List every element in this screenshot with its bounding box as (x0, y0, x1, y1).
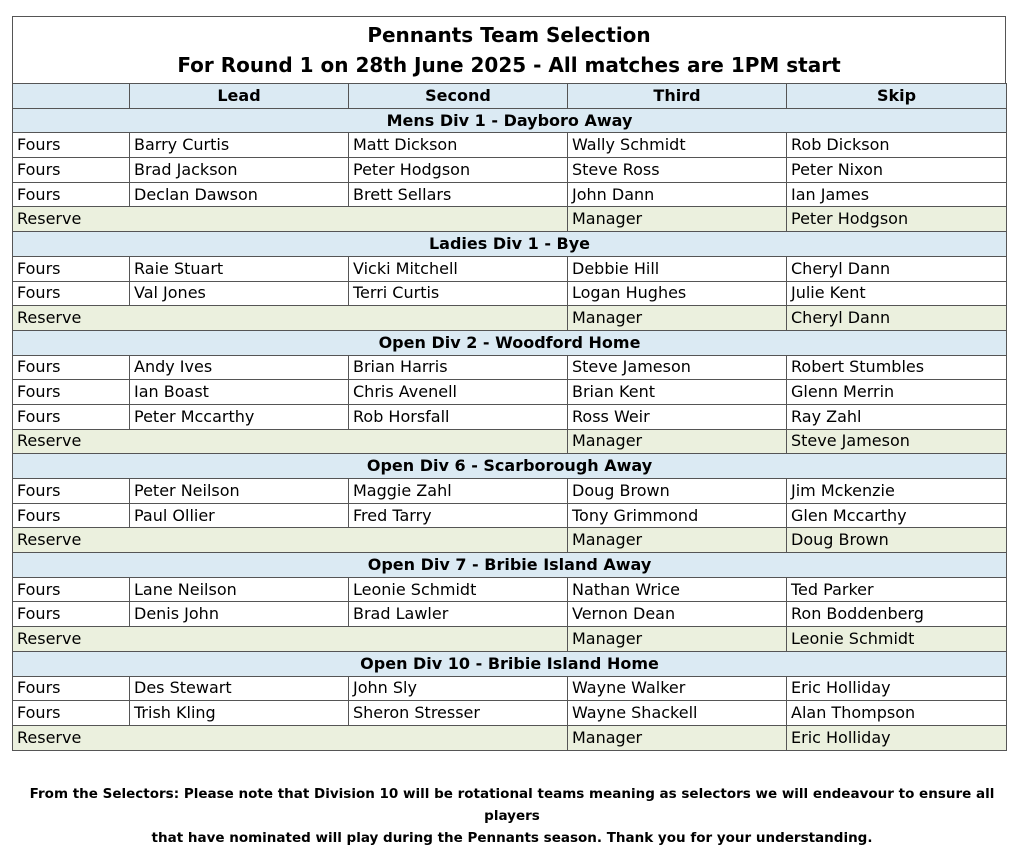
cell-second: Rob Horsfall (349, 404, 568, 429)
reserve-blank (130, 627, 568, 652)
cell-third: Brian Kent (568, 380, 787, 405)
cell-skip: Glen Mccarthy (787, 503, 1007, 528)
cell-skip: Robert Stumbles (787, 355, 1007, 380)
cell-lead: Trish Kling (130, 701, 349, 726)
table-row (13, 380, 1007, 405)
cell-skip: Ray Zahl (787, 404, 1007, 429)
cell-type: Fours (13, 676, 130, 701)
table-row (13, 676, 1007, 701)
cell-second: Brad Lawler (349, 602, 568, 627)
reserve-row (13, 528, 1007, 553)
table-body (13, 108, 1007, 750)
reserve-label: Reserve (13, 528, 130, 553)
manager-label: Manager (568, 207, 787, 232)
section-heading: Open Div 10 - Bribie Island Home (13, 651, 1007, 676)
cell-second: Fred Tarry (349, 503, 568, 528)
manager-name: Peter Hodgson (787, 207, 1007, 232)
column-header-lead: Lead (130, 84, 349, 109)
column-header-row (13, 84, 1007, 109)
table-row (13, 281, 1007, 306)
cell-type: Fours (13, 256, 130, 281)
reserve-blank (130, 306, 568, 331)
manager-name: Cheryl Dann (787, 306, 1007, 331)
cell-second: Chris Avenell (349, 380, 568, 405)
cell-third: Nathan Wrice (568, 577, 787, 602)
cell-skip: Alan Thompson (787, 701, 1007, 726)
column-header-third: Third (568, 84, 787, 109)
cell-skip: Eric Holliday (787, 676, 1007, 701)
reserve-row (13, 207, 1007, 232)
cell-skip: Peter Nixon (787, 158, 1007, 183)
section-header-row (13, 651, 1007, 676)
cell-type: Fours (13, 602, 130, 627)
cell-second: Leonie Schmidt (349, 577, 568, 602)
cell-lead: Brad Jackson (130, 158, 349, 183)
section-heading: Open Div 7 - Bribie Island Away (13, 553, 1007, 578)
table-row (13, 158, 1007, 183)
selection-table (12, 83, 1007, 751)
reserve-row (13, 725, 1007, 750)
cell-lead: Declan Dawson (130, 182, 349, 207)
cell-third: Steve Ross (568, 158, 787, 183)
section-header-row (13, 553, 1007, 578)
reserve-row (13, 429, 1007, 454)
cell-second: Brett Sellars (349, 182, 568, 207)
column-header-type (13, 84, 130, 109)
cell-second: Peter Hodgson (349, 158, 568, 183)
selectors-note (0, 783, 1024, 849)
cell-third: Tony Grimmond (568, 503, 787, 528)
manager-label: Manager (568, 306, 787, 331)
cell-lead: Barry Curtis (130, 133, 349, 158)
section-heading: Open Div 6 - Scarborough Away (13, 454, 1007, 479)
cell-type: Fours (13, 479, 130, 504)
manager-name: Steve Jameson (787, 429, 1007, 454)
page-subtitle: For Round 1 on 28th June 2025 - All matches are 1PM start (177, 53, 841, 77)
reserve-label: Reserve (13, 429, 130, 454)
cell-second: Brian Harris (349, 355, 568, 380)
manager-label: Manager (568, 627, 787, 652)
manager-name: Doug Brown (787, 528, 1007, 553)
cell-lead: Peter Neilson (130, 479, 349, 504)
cell-third: Ross Weir (568, 404, 787, 429)
cell-type: Fours (13, 380, 130, 405)
cell-second: Maggie Zahl (349, 479, 568, 504)
cell-type: Fours (13, 355, 130, 380)
cell-skip: Ron Boddenberg (787, 602, 1007, 627)
reserve-blank (130, 725, 568, 750)
cell-type: Fours (13, 701, 130, 726)
cell-third: Wayne Walker (568, 676, 787, 701)
section-header-row (13, 454, 1007, 479)
cell-second: Matt Dickson (349, 133, 568, 158)
cell-skip: Rob Dickson (787, 133, 1007, 158)
cell-third: Doug Brown (568, 479, 787, 504)
cell-second: John Sly (349, 676, 568, 701)
table-row (13, 133, 1007, 158)
selectors-note-line-1: From the Selectors: Please note that Division 10 will be rotational teams meaning as selectors we will endeavour to ensure all players (29, 786, 995, 824)
cell-skip: Ted Parker (787, 577, 1007, 602)
table-row (13, 355, 1007, 380)
table-row (13, 404, 1007, 429)
reserve-label: Reserve (13, 627, 130, 652)
reserve-label: Reserve (13, 306, 130, 331)
cell-type: Fours (13, 158, 130, 183)
reserve-label: Reserve (13, 725, 130, 750)
section-header-row (13, 232, 1007, 257)
cell-skip: Julie Kent (787, 281, 1007, 306)
manager-label: Manager (568, 429, 787, 454)
cell-third: Vernon Dean (568, 602, 787, 627)
cell-second: Vicki Mitchell (349, 256, 568, 281)
section-heading: Ladies Div 1 - Bye (13, 232, 1007, 257)
table-row (13, 256, 1007, 281)
cell-lead: Ian Boast (130, 380, 349, 405)
cell-third: Steve Jameson (568, 355, 787, 380)
cell-lead: Andy Ives (130, 355, 349, 380)
cell-third: Debbie Hill (568, 256, 787, 281)
cell-lead: Val Jones (130, 281, 349, 306)
cell-lead: Raie Stuart (130, 256, 349, 281)
cell-skip: Ian James (787, 182, 1007, 207)
table-row (13, 479, 1007, 504)
cell-skip: Jim Mckenzie (787, 479, 1007, 504)
column-header-second: Second (349, 84, 568, 109)
table-row (13, 577, 1007, 602)
cell-second: Sheron Stresser (349, 701, 568, 726)
cell-type: Fours (13, 404, 130, 429)
manager-name: Leonie Schmidt (787, 627, 1007, 652)
reserve-row (13, 306, 1007, 331)
cell-third: Wally Schmidt (568, 133, 787, 158)
section-heading: Mens Div 1 - Dayboro Away (13, 108, 1007, 133)
cell-skip: Cheryl Dann (787, 256, 1007, 281)
cell-type: Fours (13, 281, 130, 306)
section-heading: Open Div 2 - Woodford Home (13, 330, 1007, 355)
manager-label: Manager (568, 725, 787, 750)
reserve-row (13, 627, 1007, 652)
team-selection-sheet (12, 16, 1006, 751)
cell-lead: Des Stewart (130, 676, 349, 701)
table-row (13, 602, 1007, 627)
manager-label: Manager (568, 528, 787, 553)
selectors-note-line-2: that have nominated will play during the Pennants season. Thank you for your understanding. (151, 830, 873, 846)
cell-second: Terri Curtis (349, 281, 568, 306)
title-block (12, 16, 1006, 83)
cell-lead: Lane Neilson (130, 577, 349, 602)
column-header-skip: Skip (787, 84, 1007, 109)
reserve-label: Reserve (13, 207, 130, 232)
cell-lead: Paul Ollier (130, 503, 349, 528)
cell-skip: Glenn Merrin (787, 380, 1007, 405)
cell-type: Fours (13, 577, 130, 602)
page-title: Pennants Team Selection (367, 23, 651, 47)
table-row (13, 182, 1007, 207)
table-row (13, 503, 1007, 528)
manager-name: Eric Holliday (787, 725, 1007, 750)
cell-lead: Peter Mccarthy (130, 404, 349, 429)
cell-third: Logan Hughes (568, 281, 787, 306)
cell-type: Fours (13, 503, 130, 528)
cell-type: Fours (13, 182, 130, 207)
cell-third: Wayne Shackell (568, 701, 787, 726)
reserve-blank (130, 429, 568, 454)
reserve-blank (130, 528, 568, 553)
section-header-row (13, 330, 1007, 355)
reserve-blank (130, 207, 568, 232)
cell-type: Fours (13, 133, 130, 158)
table-row (13, 701, 1007, 726)
section-header-row (13, 108, 1007, 133)
cell-third: John Dann (568, 182, 787, 207)
cell-lead: Denis John (130, 602, 349, 627)
